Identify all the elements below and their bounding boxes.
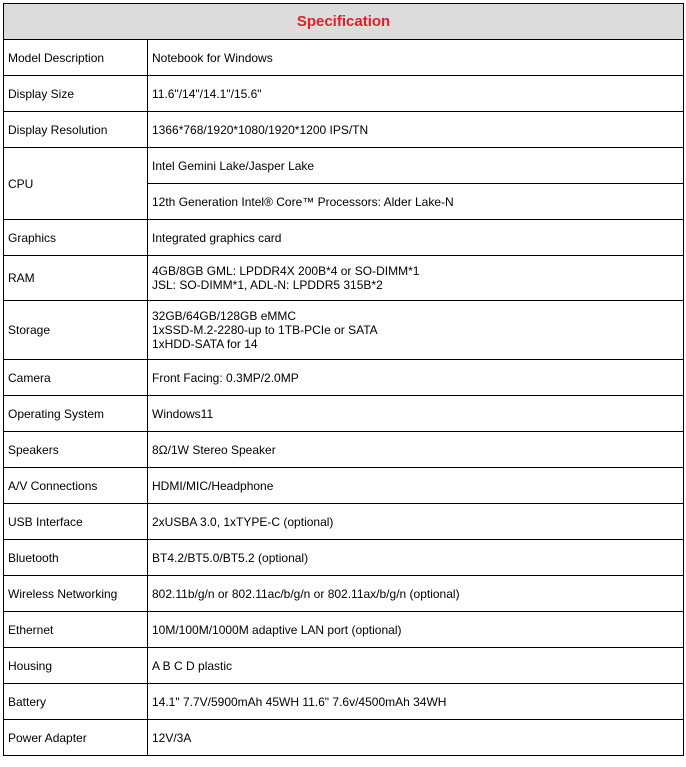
row-label-graphics: Graphics [4,220,148,256]
table-row [4,468,684,504]
row-label-display-resolution: Display Resolution [4,112,148,148]
table-row [4,112,684,148]
row-label-operating-system: Operating System [4,396,148,432]
row-value-ram [148,256,684,301]
row-value-camera: Front Facing: 0.3MP/2.0MP [148,360,684,396]
row-label-storage: Storage [4,301,148,360]
table-row [4,720,684,756]
row-value-speakers: 8Ω/1W Stereo Speaker [148,432,684,468]
row-label-model-description: Model Description [4,40,148,76]
row-label-camera: Camera [4,360,148,396]
row-value-operating-system: Windows11 [148,396,684,432]
row-label-av-connections: A/V Connections [4,468,148,504]
row-value-battery: 14.1" 7.7V/5900mAh 45WH 11.6" 7.6v/4500mAh 34WH [148,684,684,720]
row-value-display-size: 11.6"/14"/14.1"/15.6" [148,76,684,112]
table-row [4,540,684,576]
ram-line-2: JSL: SO-DIMM*1, ADL-N: LPDDR5 315B*2 [152,278,383,292]
row-value-housing: A B C D plastic [148,648,684,684]
row-label-housing: Housing [4,648,148,684]
storage-line-2: 1xSSD-M.2-2280-up to 1TB-PCIe or SATA [152,323,378,337]
table-row [4,576,684,612]
row-label-battery: Battery [4,684,148,720]
row-value-storage [148,301,684,360]
table-row [4,148,684,184]
row-value-ethernet: 10M/100M/1000M adaptive LAN port (optional) [148,612,684,648]
table-row [4,301,684,360]
row-label-cpu: CPU [4,148,148,220]
table-row [4,360,684,396]
row-label-wireless-networking: Wireless Networking [4,576,148,612]
row-value-av-connections: HDMI/MIC/Headphone [148,468,684,504]
row-label-usb-interface: USB Interface [4,504,148,540]
row-label-power-adapter: Power Adapter [4,720,148,756]
ram-line-1: 4GB/8GB GML: LPDDR4X 200B*4 or SO-DIMM*1 [152,264,420,278]
row-label-ethernet: Ethernet [4,612,148,648]
storage-line-1: 32GB/64GB/128GB eMMC [152,309,297,323]
row-value-bluetooth: BT4.2/BT5.0/BT5.2 (optional) [148,540,684,576]
table-title: Specification [4,4,684,40]
row-value-display-resolution: 1366*768/1920*1080/1920*1200 IPS/TN [148,112,684,148]
table-row [4,76,684,112]
storage-line-3: 1xHDD-SATA for 14 [152,337,258,351]
row-value-cpu-1: Intel Gemini Lake/Jasper Lake [148,148,684,184]
table-row [4,396,684,432]
row-label-display-size: Display Size [4,76,148,112]
row-value-cpu-2: 12th Generation Intel® Core™ Processors: Alder Lake-N [148,184,684,220]
specification-table [3,3,684,756]
table-row [4,220,684,256]
table-row [4,684,684,720]
table-row [4,432,684,468]
table-row [4,612,684,648]
row-value-usb-interface: 2xUSBA 3.0, 1xTYPE-C (optional) [148,504,684,540]
row-value-graphics: Integrated graphics card [148,220,684,256]
row-value-power-adapter: 12V/3A [148,720,684,756]
row-value-wireless-networking: 802.11b/g/n or 802.11ac/b/g/n or 802.11ax/b/g/n (optional) [148,576,684,612]
table-row [4,504,684,540]
table-row [4,256,684,301]
row-label-speakers: Speakers [4,432,148,468]
row-label-bluetooth: Bluetooth [4,540,148,576]
table-row [4,648,684,684]
table-row [4,40,684,76]
row-label-ram: RAM [4,256,148,301]
row-value-model-description: Notebook for Windows [148,40,684,76]
